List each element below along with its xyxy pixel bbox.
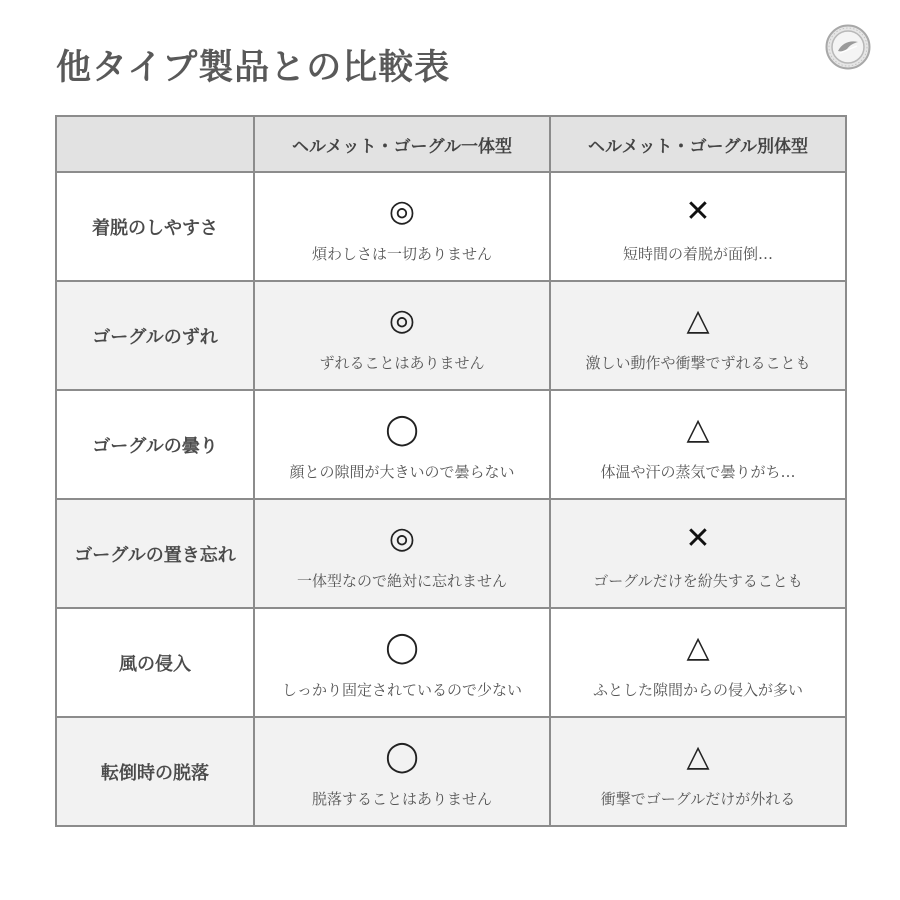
separate-cell bbox=[550, 499, 846, 608]
integrated-note: 顔との隙間が大きいので曇らない bbox=[289, 462, 515, 481]
triangle-mark: △ bbox=[686, 629, 710, 665]
integrated-cell bbox=[254, 499, 550, 608]
double-circle-mark: ◎ bbox=[388, 520, 416, 556]
row-label: ゴーグルのずれ bbox=[56, 281, 254, 390]
double-circle-mark: ◎ bbox=[388, 302, 416, 338]
integrated-note: ずれることはありません bbox=[319, 353, 485, 372]
circle-mark: ◯ bbox=[385, 738, 419, 774]
integrated-cell bbox=[254, 281, 550, 390]
table-row bbox=[56, 390, 846, 499]
header-separate-type: ヘルメット・ゴーグル別体型 bbox=[550, 116, 846, 172]
row-label: 風の侵入 bbox=[56, 608, 254, 717]
separate-note: 衝撃でゴーグルだけが外れる bbox=[600, 789, 796, 808]
integrated-note: 一体型なので絶対に忘れません bbox=[296, 571, 507, 590]
integrated-cell bbox=[254, 172, 550, 281]
separate-cell bbox=[550, 717, 846, 826]
separate-note: ふとした隙間からの侵入が多い bbox=[592, 680, 803, 699]
table-header-row bbox=[56, 116, 846, 172]
table-row bbox=[56, 172, 846, 281]
integrated-cell bbox=[254, 608, 550, 717]
table-row bbox=[56, 499, 846, 608]
logo-emblem-icon bbox=[825, 24, 871, 70]
triangle-mark: △ bbox=[686, 302, 710, 338]
row-label: ゴーグルの曇り bbox=[56, 390, 254, 499]
integrated-note: しっかり固定されているので少ない bbox=[281, 680, 522, 699]
integrated-cell bbox=[254, 390, 550, 499]
row-label: ゴーグルの置き忘れ bbox=[56, 499, 254, 608]
comparison-table bbox=[55, 115, 847, 827]
separate-note: ゴーグルだけを紛失することも bbox=[593, 571, 803, 590]
header-integrated-type: ヘルメット・ゴーグル一体型 bbox=[254, 116, 550, 172]
integrated-cell bbox=[254, 717, 550, 826]
separate-cell bbox=[550, 281, 846, 390]
integrated-note: 煩わしさは一切ありません bbox=[311, 244, 492, 263]
page-title: 他タイプ製品との比較表 bbox=[56, 48, 451, 88]
double-circle-mark: ◎ bbox=[388, 193, 416, 229]
table-row bbox=[56, 281, 846, 390]
cross-mark: ✕ bbox=[685, 520, 711, 556]
row-label: 転倒時の脱落 bbox=[56, 717, 254, 826]
triangle-mark: △ bbox=[686, 411, 710, 447]
circle-mark: ◯ bbox=[385, 629, 419, 665]
table-row bbox=[56, 717, 846, 826]
cross-mark: ✕ bbox=[685, 193, 711, 229]
separate-note: 激しい動作や衝撃でずれることも bbox=[585, 353, 811, 372]
separate-note: 短時間の着脱が面倒… bbox=[622, 244, 773, 263]
row-label: 着脱のしやすさ bbox=[56, 172, 254, 281]
header-corner-cell bbox=[56, 116, 254, 172]
separate-cell bbox=[550, 390, 846, 499]
separate-cell bbox=[550, 608, 846, 717]
circle-mark: ◯ bbox=[385, 411, 419, 447]
separate-note: 体温や汗の蒸気で曇りがち… bbox=[600, 462, 796, 481]
integrated-note: 脱落することはありません bbox=[311, 789, 492, 808]
triangle-mark: △ bbox=[686, 738, 710, 774]
table-row bbox=[56, 608, 846, 717]
separate-cell bbox=[550, 172, 846, 281]
